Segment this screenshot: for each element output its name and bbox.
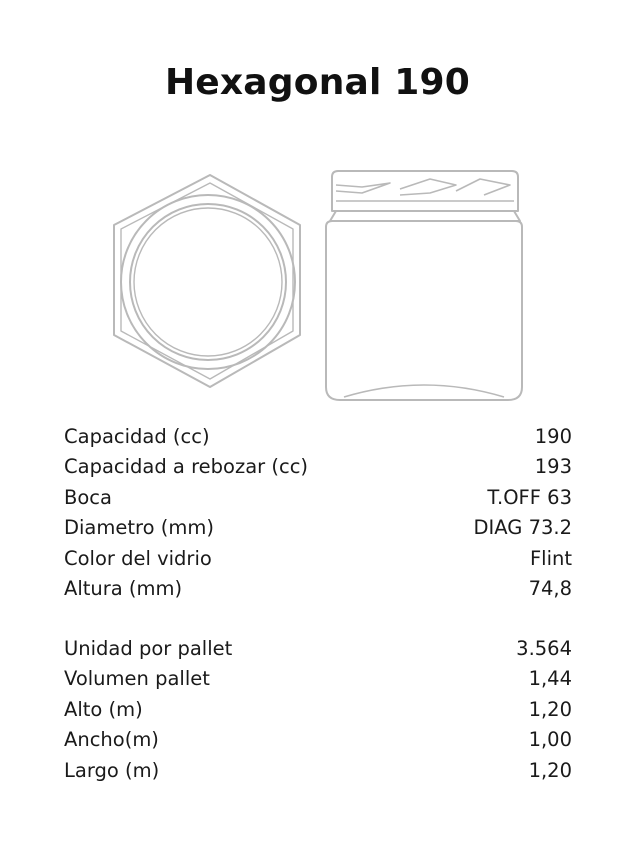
spec-label: Color del vidrio — [64, 546, 212, 570]
pallet-label: Largo (m) — [64, 758, 160, 782]
pallet-value: 1,44 — [528, 667, 572, 691]
pallet-label: Unidad por pallet — [64, 637, 233, 660]
spec-value: Flint — [529, 546, 572, 570]
pallet-table — [64, 634, 572, 786]
pallet-row-units — [64, 634, 572, 664]
spec-value: 74,8 — [528, 576, 572, 600]
pallet-value: 1,20 — [528, 697, 572, 721]
pallet-label: Alto (m) — [64, 697, 143, 721]
spec-row-height — [64, 574, 572, 604]
pallet-label: Ancho(m) — [64, 728, 159, 752]
spec-row-diameter — [64, 513, 572, 543]
pallet-value: 1,00 — [528, 728, 572, 752]
spec-label: Capacidad a rebozar (cc) — [64, 455, 309, 479]
spec-label: Boca — [64, 485, 112, 509]
hexagonal-jar-top-view-icon — [114, 175, 300, 387]
pallet-row-height — [64, 695, 572, 725]
jar-side-view-icon — [326, 171, 522, 400]
specs-table — [64, 422, 572, 604]
pallet-label: Volumen pallet — [64, 667, 210, 691]
pallet-row-length — [64, 756, 572, 786]
spec-row-overflow-capacity — [64, 452, 572, 482]
spec-row-finish — [64, 483, 572, 513]
spec-row-glass-color — [64, 544, 572, 574]
product-title: Hexagonal 190 — [164, 62, 471, 103]
pallet-value: 3.564 — [516, 637, 572, 660]
spec-value: 190 — [534, 425, 572, 448]
spec-label: Capacidad (cc) — [64, 425, 210, 448]
spec-row-capacity — [64, 422, 572, 452]
spec-label: Diametro (mm) — [64, 516, 214, 540]
spec-value: DIAG 73.2 — [473, 516, 572, 540]
pallet-value: 1,20 — [528, 758, 572, 782]
pallet-row-width — [64, 725, 572, 755]
jar-illustration — [100, 165, 540, 410]
spec-value: T.OFF 63 — [487, 485, 572, 509]
pallet-row-volume — [64, 664, 572, 694]
spec-value: 193 — [534, 455, 572, 479]
spec-label: Altura (mm) — [64, 576, 183, 600]
